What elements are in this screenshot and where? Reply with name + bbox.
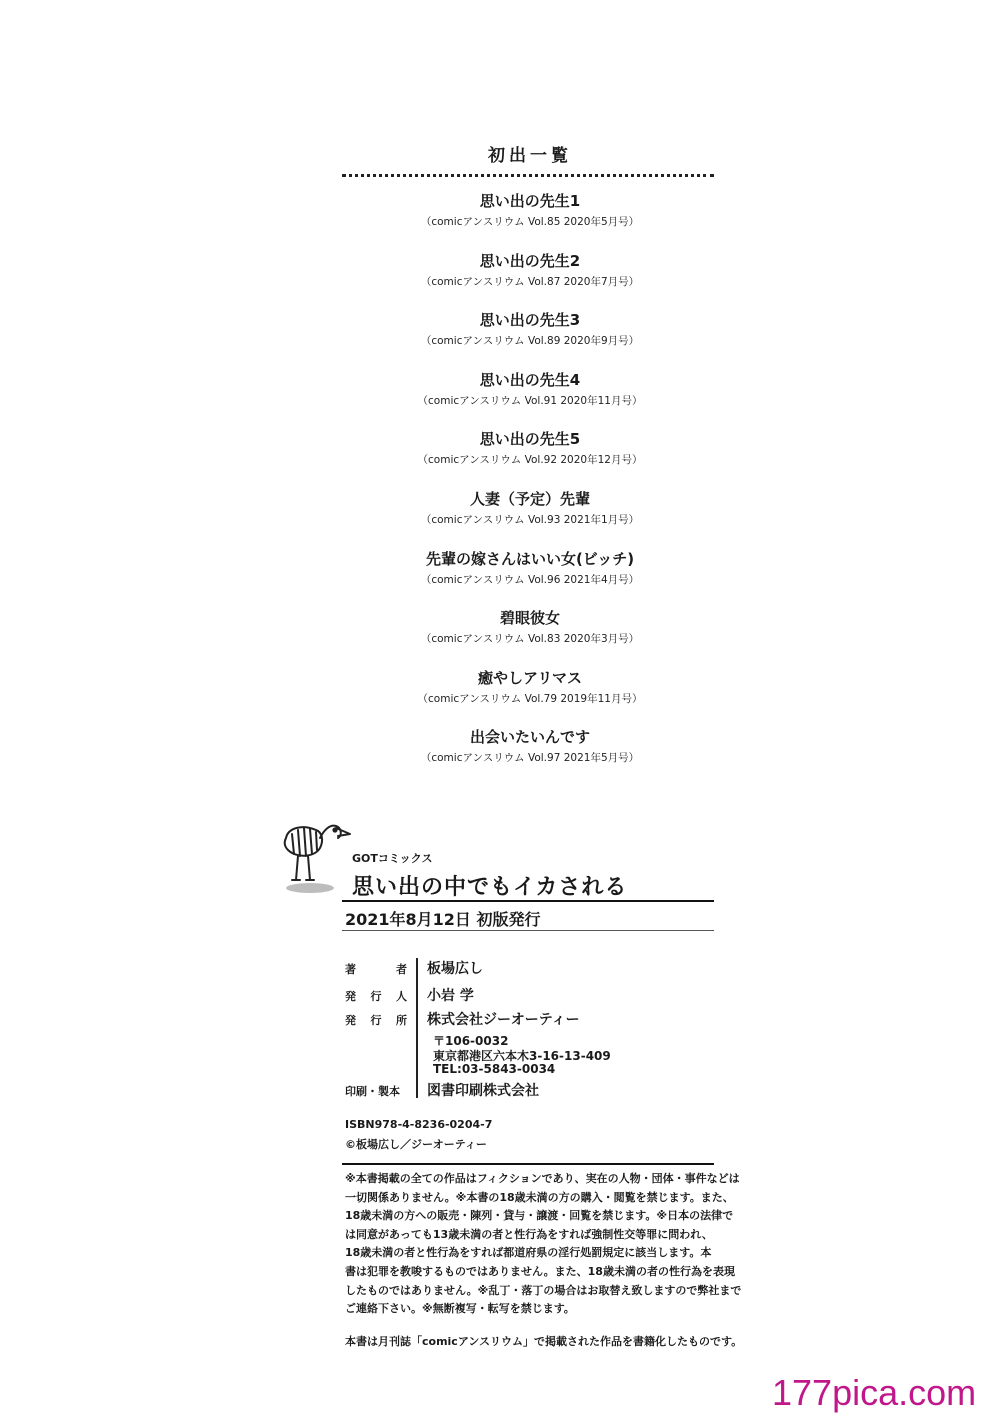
serialization-note: 本書は月刊誌「comicアンスリウム」で掲載された作品を書籍化したものです。 bbox=[345, 1335, 743, 1348]
list-item bbox=[340, 665, 720, 725]
info-divider bbox=[416, 958, 418, 1098]
list-item bbox=[340, 546, 720, 606]
notice-divider bbox=[342, 1163, 714, 1165]
toc-source: （comicアンスリウム Vol.91 2020年11月号） bbox=[417, 394, 643, 407]
label-char: 者 bbox=[396, 963, 407, 976]
toc-title: 人妻（予定）先輩 bbox=[469, 489, 590, 508]
notice-line: したものではありません。※乱丁・落丁の場合はお取替え致しますので弊社まで bbox=[345, 1283, 742, 1297]
notice-line: 一切関係ありません。※本書の18歳未満の方の購入・閲覧を禁じます。また、 bbox=[345, 1190, 734, 1204]
publisher-person-name: 小岩 学 bbox=[427, 988, 474, 1004]
title-divider bbox=[342, 900, 714, 902]
toc-list bbox=[340, 188, 720, 784]
toc-title: 癒やしアリマス bbox=[477, 668, 583, 687]
notice-line: ※本書掲載の全ての作品はフィクションであり、実在の人物・団体・事件などは bbox=[345, 1172, 740, 1185]
dotted-divider bbox=[342, 174, 714, 177]
toc-source: （comicアンスリウム Vol.93 2021年1月号） bbox=[420, 513, 640, 526]
toc-title: 思い出の先生1 bbox=[479, 192, 581, 210]
publisher-label bbox=[345, 1012, 407, 1028]
toc-source: （comicアンスリウム Vol.97 2021年5月号） bbox=[420, 752, 640, 765]
toc-source: （comicアンスリウム Vol.79 2019年11月号） bbox=[417, 692, 643, 705]
toc-source: （comicアンスリウム Vol.92 2020年12月号） bbox=[417, 454, 643, 467]
toc-title: 思い出の先生3 bbox=[479, 311, 581, 330]
label-char: 著 bbox=[345, 963, 356, 976]
watermark: 177pica.com bbox=[772, 1372, 977, 1413]
toc-heading: 初出一覧 bbox=[488, 146, 572, 166]
label-char: 人 bbox=[396, 990, 407, 1003]
publisher-name: 株式会社ジーオーティー bbox=[427, 1012, 580, 1028]
list-item bbox=[340, 248, 720, 308]
list-item bbox=[340, 307, 720, 367]
notice-line: 書は犯罪を教唆するものではありません。また、18歳未満の者の性行為を表現 bbox=[345, 1264, 735, 1278]
notice-line: 18歳未満の方への販売・陳列・貸与・譲渡・回覧を禁じます。※日本の法律で bbox=[345, 1209, 734, 1223]
list-item bbox=[340, 724, 720, 784]
toc-source: （comicアンスリウム Vol.83 2020年3月号） bbox=[420, 633, 640, 646]
author-label bbox=[345, 961, 407, 977]
printer-label: 印刷・製本 bbox=[345, 1085, 400, 1098]
toc-title: 碧眼彼女 bbox=[499, 609, 560, 628]
toc-source: （comicアンスリウム Vol.87 2020年7月号） bbox=[420, 275, 640, 288]
publication-date: 2021年8月12日 初版発行 bbox=[345, 910, 541, 929]
toc-title: 思い出の先生2 bbox=[479, 251, 581, 270]
book-title: 思い出の中でもイカされる bbox=[352, 875, 628, 900]
phone: TEL:03-5843-0034 bbox=[433, 1062, 556, 1076]
address: 東京都港区六本木3-16-13-409 bbox=[433, 1049, 611, 1063]
publisher-person-label bbox=[345, 988, 407, 1004]
printer-name: 図書印刷株式会社 bbox=[427, 1083, 539, 1099]
date-divider bbox=[342, 930, 714, 931]
toc-source: （comicアンスリウム Vol.96 2021年4月号） bbox=[420, 573, 640, 586]
notice-line: は同意があっても13歳未満の者と性行為をすれば強制性交等罪に問われ、 bbox=[345, 1227, 713, 1241]
label-char: 行 bbox=[370, 990, 382, 1003]
toc-source: （comicアンスリウム Vol.85 2020年5月号） bbox=[420, 216, 640, 228]
list-item bbox=[340, 426, 720, 486]
list-item bbox=[340, 486, 720, 546]
notice-line: 18歳未満の者と性行為をすれば都道府県の淫行処罰規定に該当します。本 bbox=[345, 1246, 712, 1260]
isbn: ISBN978-4-8236-0204-7 bbox=[345, 1118, 493, 1131]
notice-line: ご連絡下さい。※無断複写・転写を禁じます。 bbox=[345, 1302, 575, 1316]
legal-notice bbox=[345, 1170, 742, 1319]
toc-title: 先輩の嫁さんはいい女(ビッチ) bbox=[425, 549, 635, 568]
label-char: 行 bbox=[370, 1014, 382, 1027]
postal-code: 〒106-0032 bbox=[433, 1034, 509, 1048]
label-char: 発 bbox=[345, 990, 356, 1003]
series-label: GOTコミックス bbox=[352, 852, 433, 865]
toc-title: 思い出の先生4 bbox=[479, 370, 581, 389]
author-name: 板場広し bbox=[427, 961, 483, 977]
toc-source: （comicアンスリウム Vol.89 2020年9月号） bbox=[420, 335, 640, 348]
publisher-mascot-bird-icon bbox=[276, 816, 356, 898]
toc-title: 出会いたいんです bbox=[469, 728, 590, 747]
list-item bbox=[340, 188, 720, 248]
toc-title: 思い出の先生5 bbox=[479, 430, 581, 449]
list-item bbox=[340, 367, 720, 427]
label-char: 発 bbox=[345, 1014, 356, 1027]
list-item bbox=[340, 605, 720, 665]
label-char: 所 bbox=[396, 1014, 407, 1027]
copyright: ©板場広し／ジーオーティー bbox=[345, 1138, 487, 1151]
